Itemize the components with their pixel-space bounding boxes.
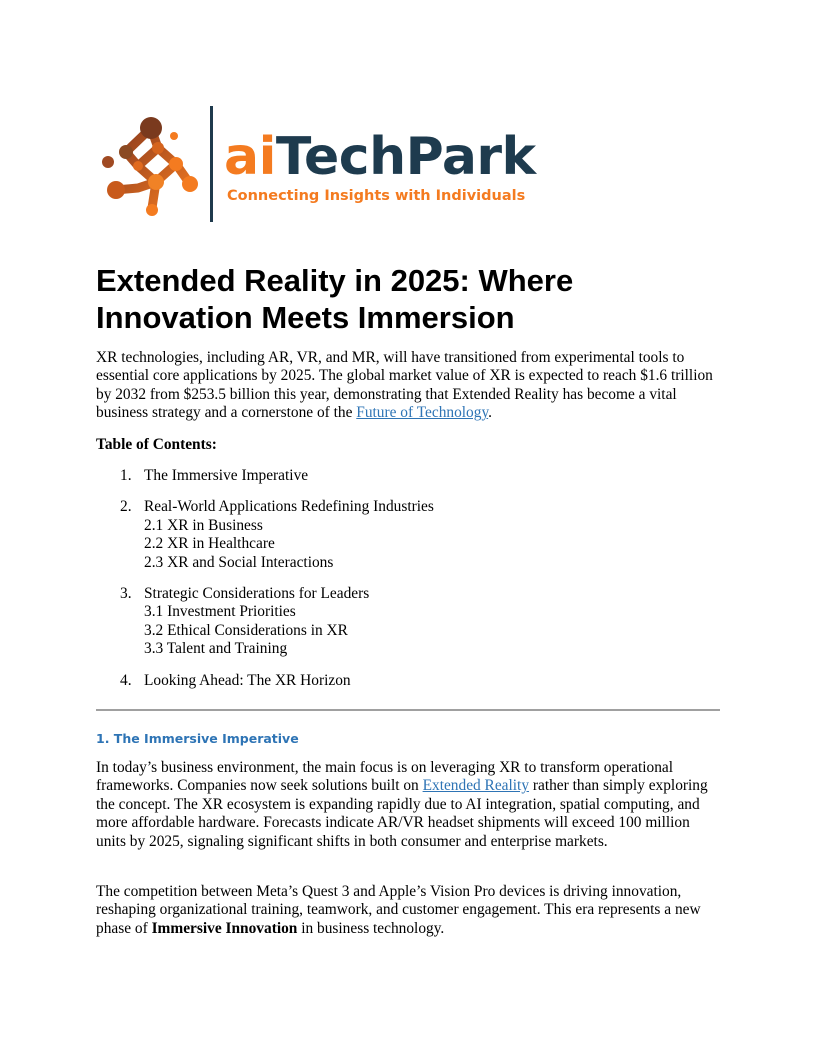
toc-subitem-2-3[interactable]: 2.3 XR and Social Interactions	[144, 553, 334, 571]
toc-subitem-2-1[interactable]: 2.1 XR in Business	[144, 516, 263, 534]
section-paragraph-1	[96, 759, 722, 851]
toc-item-4[interactable]	[96, 672, 696, 690]
toc-item-3[interactable]	[96, 585, 696, 659]
p1-text-end: rather than simply exploring the concept. The XR ecosystem is expanding rapidly due to AI integration, spatial computing, and more affordable hardware. Forecasts indicate AR/VR headset shipments will exceed 100 million units by 2025, signaling significant shifts in both consumer and enterprise markets.	[96, 777, 708, 850]
section-paragraph-2	[96, 883, 722, 938]
section-heading: 1. The Immersive Imperative	[96, 731, 299, 746]
table-of-contents	[96, 467, 696, 703]
toc-subitem-3-2[interactable]: 3.2 Ethical Considerations in XR	[144, 621, 348, 639]
p1-text-start: In today’s business environment, the main focus is on leveraging XR to transform operational frameworks. Companies now seek solutions built on	[96, 759, 674, 795]
toc-label: Strategic Considerations for Leaders	[144, 585, 370, 603]
extended-reality-link[interactable]: Extended Reality	[422, 777, 530, 795]
article-title: Extended Reality in 2025: Where Innovation Meets Immersion	[96, 263, 574, 335]
toc-subitem-3-3[interactable]: 3.3 Talent and Training	[144, 640, 288, 658]
logo-word-techpark: TechPark	[275, 127, 536, 187]
intro-paragraph	[96, 349, 722, 423]
logo-wordmark	[224, 122, 536, 192]
intro-end: .	[488, 404, 492, 422]
toc-label: Real-World Applications Redefining Industries	[144, 498, 434, 516]
intro-text: XR technologies, including AR, VR, and MR, will have transitioned from experimental tools to essential core applications by 2025. The global market value of XR is expected to reach $1.6 trillion by 2032 from $253.5 billion this year, demonstrating that Extended Reality has become a vital business strategy and a cornerstone of the	[96, 349, 713, 422]
logo-tagline: Connecting Insights with Individuals	[227, 188, 526, 204]
p2-text-start: The competition between Meta’s Quest 3 and Apple’s Vision Pro devices is driving innovation, reshaping organizational training, teamwork, and customer engagement. This era represents a new phase of	[96, 883, 701, 937]
horizontal-divider	[96, 709, 720, 711]
toc-number: 2.	[120, 498, 132, 516]
toc-label: Looking Ahead: The XR Horizon	[144, 671, 351, 689]
aitechpark-logo	[96, 104, 536, 224]
toc-heading: Table of Contents:	[96, 436, 217, 453]
toc-number: 4.	[120, 671, 132, 689]
toc-subitem-2-2[interactable]: 2.2 XR in Healthcare	[144, 535, 275, 553]
future-of-technology-link[interactable]: Future of Technology	[356, 404, 489, 422]
logo-word-ai: ai	[224, 127, 276, 187]
molecule-logo-icon	[96, 104, 206, 224]
toc-number: 1.	[120, 467, 132, 484]
toc-subitem-3-1[interactable]: 3.1 Investment Priorities	[144, 603, 296, 621]
toc-label: The Immersive Imperative	[144, 467, 309, 484]
toc-item-2[interactable]	[96, 498, 696, 572]
p2-text-end: in business technology.	[297, 919, 445, 937]
toc-number: 3.	[120, 585, 132, 603]
immersive-innovation-bold: Immersive Innovation	[151, 919, 298, 937]
toc-item-1[interactable]	[96, 467, 696, 485]
logo-divider	[210, 106, 213, 222]
